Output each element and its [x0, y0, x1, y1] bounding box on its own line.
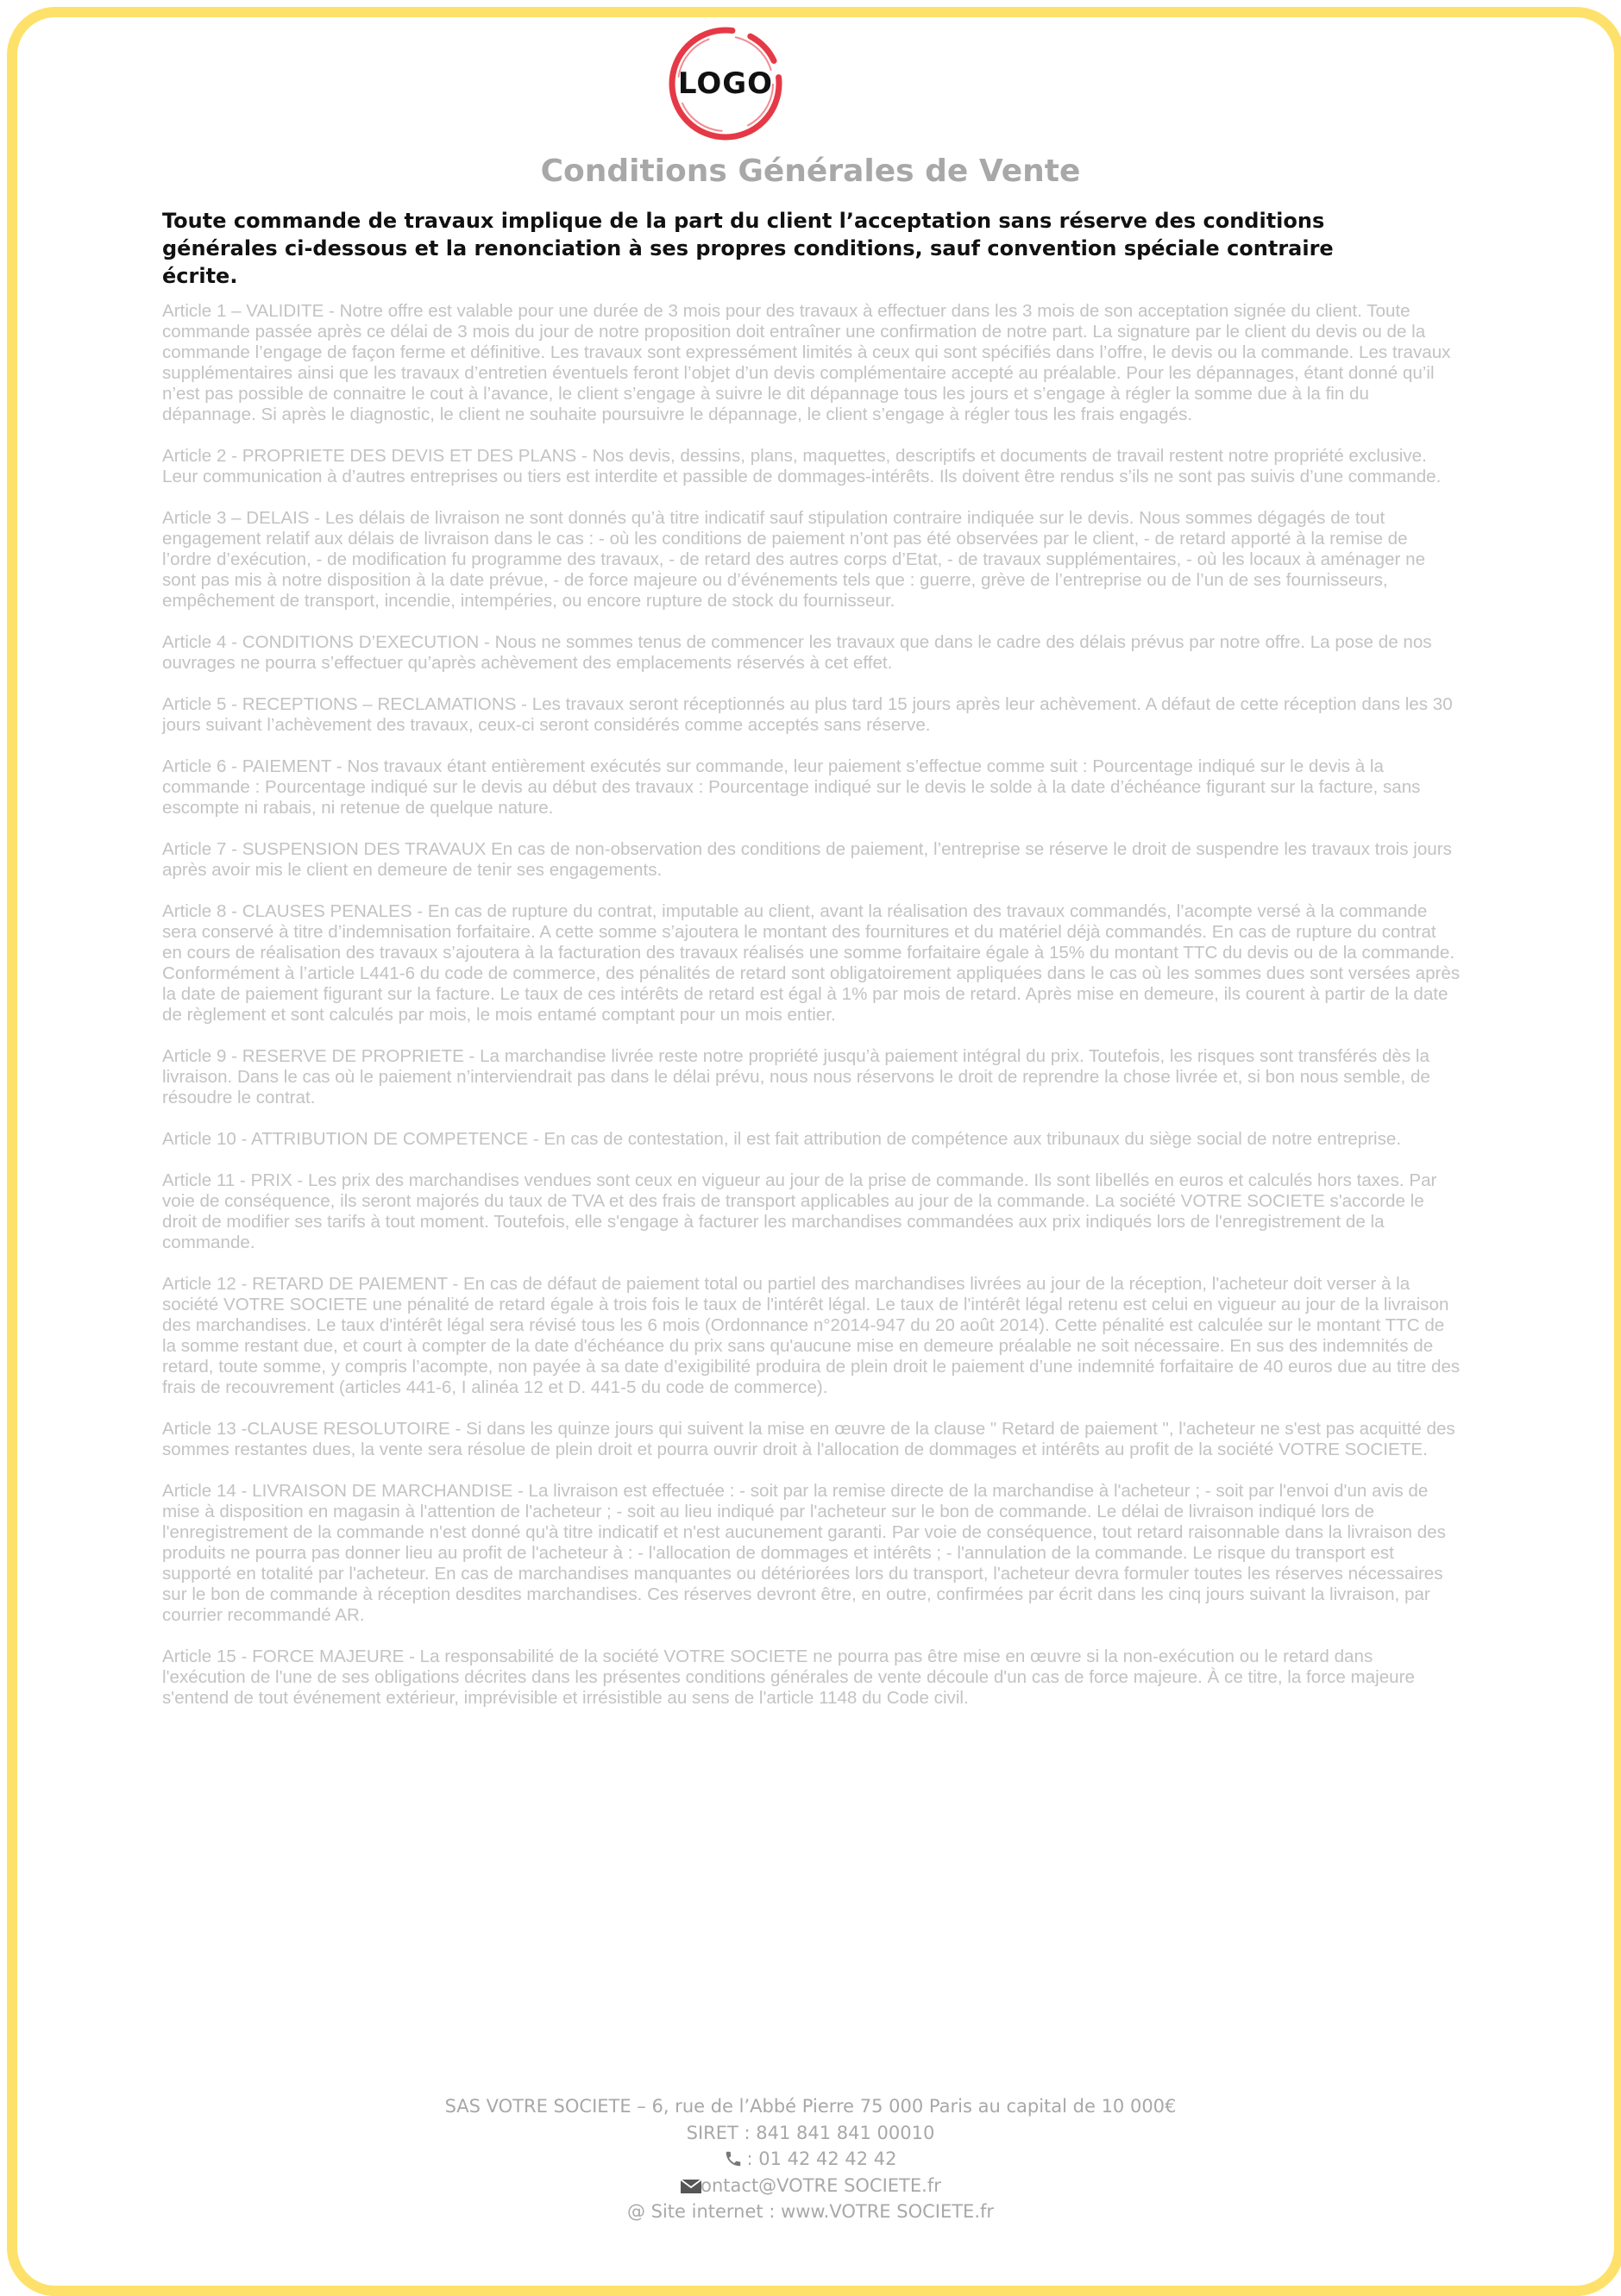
- envelope-icon: [680, 2178, 702, 2195]
- article-11: Article 11 - PRIX - Les prix des marchandises vendues sont ceux en vigueur au jour de la prise de commande. Ils sont libellés en euros et calculés hors taxes. Par voie de conséquence, ils seront majorés du taux de TVA et des frais de transport applicables au jour de la commande. La société VOTRE SOCIETE s'accorde le droit de modifier ses tarifs à tout moment. Toutefois, elle s'engage à facturer les marchandises commandées aux prix indiqués lors de l'enregistrement de la commande.: [162, 1170, 1437, 1252]
- footer-phone: : 01 42 42 42 42: [746, 2149, 897, 2169]
- company-logo: [666, 24, 785, 143]
- footer-siret: SIRET : 841 841 841 00010: [686, 2122, 935, 2143]
- article-15: Article 15 - FORCE MAJEURE - La responsabilité de la société VOTRE SOCIETE ne pourra pas être mise en œuvre si la non-exécution ou le retard dans l'exécution de l'une de ses obligations décrites dans les présentes conditions générales de vente découle d'un cas de force majeure. À ce titre, la force majeure s'entend de tout événement extérieur, imprévisible et irrésistible au sens de l'article 1148 du Code civil.: [162, 1647, 1415, 1708]
- article-5: Article 5 - RECEPTIONS – RECLAMATIONS - Les travaux seront réceptionnés au plus tard 15 jours après leur achèvement. A défaut de cette réception dans les 30 jours suivant l’achèvement des travaux, ceux-ci seront considérés comme acceptés sans réserve.: [162, 694, 1453, 735]
- article-7: Article 7 - SUSPENSION DES TRAVAUX En cas de non-observation des conditions de paiement, l’entreprise se réserve le droit de suspendre les travaux trois jours après avoir mis le client en demeure de tenir ses engagements.: [162, 839, 1452, 880]
- article-10: Article 10 - ATTRIBUTION DE COMPETENCE - En cas de contestation, il est fait attribution de compétence aux tribunaux du siège social de notre entreprise.: [162, 1129, 1402, 1149]
- article-2: Article 2 - PROPRIETE DES DEVIS ET DES PLANS - Nos devis, dessins, plans, maquettes, descriptifs et documents de travail restent notre propriété exclusive. Leur communication à d’autres entreprises ou tiers est interdite et passible de dommages-intérêts. Ils doivent être rendus s’ils ne sont pas suivis d’une commande.: [162, 446, 1442, 486]
- footer: [0, 2093, 1621, 2225]
- footer-phone-line: [0, 2146, 1621, 2173]
- phone-icon: [724, 2149, 743, 2168]
- footer-company: SAS VOTRE SOCIETE – 6, rue de l’Abbé Pierre 75 000 Paris au capital de 10 000€: [444, 2096, 1177, 2117]
- article-6: Article 6 - PAIEMENT - Nos travaux étant entièrement exécutés sur commande, leur paiement s’effectue comme suit : Pourcentage indiqué sur le devis à la commande : Pourcentage indiqué sur le devis au début des travaux : Pourcentage indiqué sur le devis le solde à la date d’échéance figurant sur la facture, sans escompte ni rabais, ni retenue de quelque nature.: [162, 756, 1421, 818]
- article-1: Article 1 – VALIDITE - Notre offre est valable pour une durée de 3 mois pour des travaux à effectuer dans les 3 mois de son acceptation signée du client. Toute commande passée après ce délai de 3 mois du jour de notre proposition doit entraîner une confirmation de notre part. La signature par le client du devis ou de la commande l’engage de façon ferme et définitive. Les travaux sont expressément limités à ceux qui sont spécifiés dans l’offre, le devis ou la commande. Les travaux supplémentaires ainsi que les travaux d’entretien éventuels feront l’objet d’un devis complémentaire accepté au préalable. Pour les dépannages, étant donné qu’il n’est pas possible de connaitre le cout à l’avance, le client s’engage à suivre le dit dépannage tous les jours et s’engage à régler la somme due à la fin du dépannage. Si après le diagnostic, le client ne souhaite poursuivre le dépannage, le client s’engage à régler tous les frais engagés.: [162, 301, 1451, 424]
- footer-email-line[interactable]: [0, 2173, 1621, 2199]
- articles-list: [162, 301, 1461, 1729]
- page-title: Conditions Générales de Vente: [540, 154, 1081, 189]
- article-14: Article 14 - LIVRAISON DE MARCHANDISE - La livraison est effectuée : - soit par la remise directe de la marchandise à l'acheteur ; - soit par l'envoi d'un avis de mise à disposition en magasin à l'attention de l'acheteur ; - soit au lieu indiqué par l'acheteur sur le bon de commande. Le délai de livraison indiqué lors de l'enregistrement de la commande n'est donné qu'à titre indicatif et n'est aucunement garanti. Par voie de conséquence, tout retard raisonnable dans la livraison des produits ne pourra pas donner lieu au profit de l'acheteur à : - l'allocation de dommages et intérêts ; - l'annulation de la commande. Le risque du transport est supporté en totalité par l'acheteur. En cas de marchandises manquantes ou détériorées lors du transport, l'acheteur devra formuler toutes les réserves nécessaires sur le bon de commande à réception desdites marchandises. Ces réserves devront être, en outre, confirmées par écrit dans les cinq jours suivant la livraison, par courrier recommandé AR.: [162, 1481, 1446, 1625]
- footer-website[interactable]: @ Site internet : www.VOTRE SOCIETE.fr: [626, 2201, 995, 2222]
- article-8: Article 8 - CLAUSES PENALES - En cas de rupture du contrat, imputable au client, avant la réalisation des travaux commandés, l’acompte versé à la commande sera conservé à titre d’indemnisation forfaitaire. A cette somme s’ajoutera le montant des fournitures et du matériel déjà commandés. En cas de rupture du contrat en cours de réalisation des travaux s’ajoutera à la facturation des travaux réalisés une somme forfaitaire égale à 15% du montant TTC du devis ou de la commande. Conformément à l’article L441-6 du code de commerce, des pénalités de retard sont obligatoirement appliquées dans le cas où les sommes dues sont versées après la date de paiement figurant sur la facture. Le taux de ces intérêts de retard est égal à 1% par mois de retard. Après mise en demeure, ils courent à partir de la date de règlement et sont calculés par mois, le mois entamé comptant pour un mois entier.: [162, 901, 1461, 1025]
- logo-text: LOGO: [677, 66, 774, 101]
- intro-statement: Toute commande de travaux implique de la part du client l’acceptation sans réserve des conditions générales ci-dessous et la renonciation à ses propres conditions, sauf convention spéciale contraire écrite.: [162, 209, 1334, 288]
- footer-email[interactable]: ontact@VOTRE SOCIETE.fr: [701, 2174, 941, 2196]
- article-4: Article 4 - CONDITIONS D’EXECUTION - Nous ne sommes tenus de commencer les travaux que dans le cadre des délais prévus par notre offre. La pose de nos ouvrages ne pourra s’effectuer qu’après achèvement des emplacements réservés à cet effet.: [162, 632, 1432, 673]
- article-9: Article 9 - RESERVE DE PROPRIETE - La marchandise livrée reste notre propriété jusqu’à paiement intégral du prix. Toutefois, les risques sont transférés dès la livraison. Dans le cas où le paiement n’interviendrait pas dans le délai prévu, nous nous réservons le droit de reprendre la chose livrée et, si bon nous semble, de résoudre le contrat.: [162, 1046, 1430, 1107]
- article-3: Article 3 – DELAIS - Les délais de livraison ne sont donnés qu’à titre indicatif sauf stipulation contraire indiquée sur le devis. Nous sommes dégagés de tout engagement relatif aux délais de livraison dans le cas : - où les conditions de paiement n’ont pas été observées par le client, - de retard apporté à la remise de l’ordre d’exécution, - de modification fu programme des travaux, - de retard des autres corps d’Etat, - de travaux supplémentaires, - où les locaux à aménager ne sont pas mis à notre disposition à la date prévue, - de force majeure ou d’événements tels que : guerre, grève de l’entreprise ou de l’un de ses fournisseurs, empêchement de transport, incendie, intempéries, ou encore rupture de stock du fournisseur.: [162, 508, 1426, 611]
- article-12: Article 12 - RETARD DE PAIEMENT - En cas de défaut de paiement total ou partiel des marchandises livrées au jour de la réception, l'acheteur doit verser à la société VOTRE SOCIETE une pénalité de retard égale à trois fois le taux de l'intérêt légal. Le taux de l'intérêt légal retenu est celui en vigueur au jour de la livraison des marchandises. Le taux d'intérêt légal sera révisé tous les 6 mois (Ordonnance n°2014-947 du 20 août 2014). Cette pénalité est calculée sur le montant TTC de la somme restant due, et court à compter de la date d'échéance du prix sans qu'aucune mise en demeure préalable ne soit nécessaire. En sus des indemnités de retard, toute somme, y compris l’acompte, non payée à sa date d’exigibilité produira de plein droit le paiement d’une indemnité forfaitaire de 40 euros due au titre des frais de recouvrement (articles 441-6, I alinéa 12 et D. 441-5 du code de commerce).: [162, 1274, 1461, 1397]
- article-13: Article 13 -CLAUSE RESOLUTOIRE - Si dans les quinze jours qui suivent la mise en œuvre de la clause " Retard de paiement ", l'acheteur ne s'est pas acquitté des sommes restantes dues, la vente sera résolue de plein droit et pourra ouvrir droit à l'allocation de dommages et intérêts au profit de la société VOTRE SOCIETE.: [162, 1419, 1455, 1459]
